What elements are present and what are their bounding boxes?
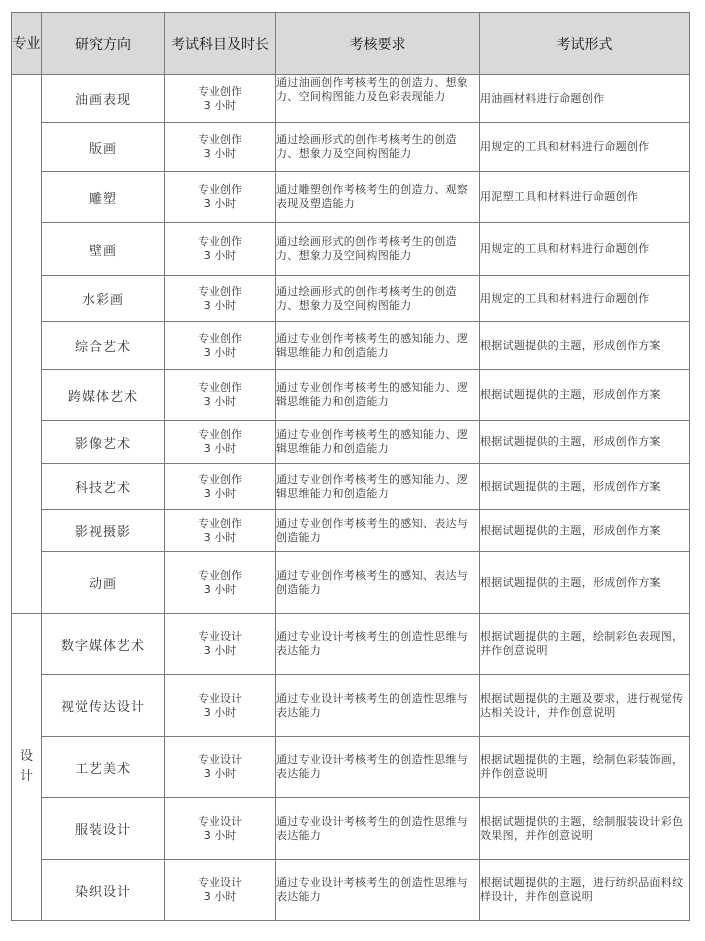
subject-duration: 3 小时 bbox=[203, 890, 237, 903]
subject-name: 专业创作 bbox=[198, 235, 242, 248]
subject-cell bbox=[165, 737, 276, 798]
requirement-cell: 通过专业设计考核考生的创造性思维与表达能力 bbox=[276, 675, 480, 737]
table-row bbox=[12, 75, 690, 123]
table-row bbox=[12, 421, 690, 464]
subject-name: 专业设计 bbox=[198, 876, 242, 889]
requirement-cell: 通过绘画形式的创作考核考生的创造力、想象力及空间构图能力 bbox=[276, 123, 480, 172]
subject-name: 专业创作 bbox=[198, 381, 242, 394]
form-cell: 根据试题提供的主题，形成创作方案 bbox=[480, 552, 690, 614]
form-cell: 根据试题提供的主题，进行纺织品面料纹样设计，并作创意说明 bbox=[480, 860, 690, 921]
major-label: 设计 bbox=[19, 749, 33, 784]
subject-duration: 3 小时 bbox=[203, 395, 237, 408]
subject-duration: 3 小时 bbox=[203, 828, 237, 842]
form-cell: 用规定的工具和材料进行命题创作 bbox=[480, 123, 690, 172]
subject-name: 专业创作 bbox=[198, 84, 242, 98]
table-row bbox=[12, 798, 690, 860]
requirement-cell: 通过专业创作考核考生的感知能力、逻辑思维能力和创造能力 bbox=[276, 322, 480, 370]
subject-cell bbox=[165, 123, 276, 172]
requirement-cell: 通过专业设计考核考生的创造性思维与表达能力 bbox=[276, 860, 480, 921]
table-row bbox=[12, 737, 690, 798]
subject-duration: 3 小时 bbox=[203, 582, 237, 596]
form-cell: 根据试题提供的主题及要求，进行视觉传达相关设计，并作创意说明 bbox=[480, 675, 690, 737]
header-subject: 考试科目及时长 bbox=[165, 13, 276, 75]
subject-cell bbox=[165, 421, 276, 464]
form-cell: 根据试题提供的主题，形成创作方案 bbox=[480, 421, 690, 464]
direction-cell: 壁画 bbox=[42, 223, 165, 276]
subject-name: 专业创作 bbox=[198, 472, 242, 486]
subject-duration: 3 小时 bbox=[203, 249, 237, 262]
subject-duration: 3 小时 bbox=[203, 147, 237, 160]
subject-cell bbox=[165, 223, 276, 276]
table-row bbox=[12, 510, 690, 552]
exam-requirements-table bbox=[11, 12, 690, 921]
subject-cell bbox=[165, 370, 276, 421]
form-cell: 根据试题提供的主题，绘制服装设计彩色效果图，并作创意说明 bbox=[480, 798, 690, 860]
form-cell: 根据试题提供的主题，形成创作方案 bbox=[480, 510, 690, 552]
direction-cell: 服装设计 bbox=[42, 798, 165, 860]
table-row bbox=[12, 675, 690, 737]
form-cell: 根据试题提供的主题，形成创作方案 bbox=[480, 464, 690, 510]
subject-cell bbox=[165, 614, 276, 675]
subject-name: 专业创作 bbox=[198, 331, 242, 345]
table-row bbox=[12, 322, 690, 370]
subject-duration: 3 小时 bbox=[203, 705, 237, 719]
direction-cell: 油画表现 bbox=[42, 75, 165, 123]
direction-cell: 水彩画 bbox=[42, 276, 165, 322]
subject-duration: 3 小时 bbox=[203, 345, 237, 359]
direction-cell: 视觉传达设计 bbox=[42, 675, 165, 737]
direction-cell: 跨媒体艺术 bbox=[42, 370, 165, 421]
form-cell: 根据试题提供的主题，绘制色彩装饰画，并作创意说明 bbox=[480, 737, 690, 798]
form-cell: 根据试题提供的主题，绘制彩色表现图，并作创意说明 bbox=[480, 614, 690, 675]
table-row bbox=[12, 223, 690, 276]
table-row bbox=[12, 276, 690, 322]
requirement-cell: 通过专业设计考核考生的创造性思维与表达能力 bbox=[276, 798, 480, 860]
direction-cell: 科技艺术 bbox=[42, 464, 165, 510]
subject-duration: 3 小时 bbox=[203, 486, 237, 500]
table-row bbox=[12, 614, 690, 675]
subject-cell bbox=[165, 552, 276, 614]
subject-name: 专业创作 bbox=[198, 428, 242, 441]
form-cell: 用泥塑工具和材料进行命题创作 bbox=[480, 172, 690, 223]
table-row bbox=[12, 860, 690, 921]
direction-cell: 工艺美术 bbox=[42, 737, 165, 798]
header-major: 专业 bbox=[12, 13, 42, 75]
requirement-cell: 通过油画创作考核考生的创造力、想象力、空间构图能力及色彩表现能力 bbox=[276, 75, 480, 123]
subject-name: 专业创作 bbox=[198, 516, 242, 530]
requirement-cell: 通过雕塑创作考核考生的创造力、观察表现及塑造能力 bbox=[276, 172, 480, 223]
requirement-cell: 通过专业设计考核考生的创造性思维与表达能力 bbox=[276, 737, 480, 798]
form-cell: 根据试题提供的主题，形成创作方案 bbox=[480, 370, 690, 421]
requirement-cell: 通过专业创作考核考生的感知能力、逻辑思维能力和创造能力 bbox=[276, 370, 480, 421]
subject-duration: 3 小时 bbox=[203, 442, 237, 455]
direction-cell: 综合艺术 bbox=[42, 322, 165, 370]
direction-cell: 影像艺术 bbox=[42, 421, 165, 464]
subject-cell bbox=[165, 464, 276, 510]
table-row bbox=[12, 172, 690, 223]
table-row bbox=[12, 370, 690, 421]
major-cell bbox=[12, 75, 42, 614]
direction-cell: 版画 bbox=[42, 123, 165, 172]
form-cell: 用油画材料进行命题创作 bbox=[480, 75, 690, 123]
subject-cell bbox=[165, 675, 276, 737]
subject-cell bbox=[165, 510, 276, 552]
direction-cell: 染织设计 bbox=[42, 860, 165, 921]
subject-name: 专业创作 bbox=[198, 568, 242, 582]
requirement-cell: 通过专业创作考核考生的感知、表达与创造能力 bbox=[276, 510, 480, 552]
subject-name: 专业设计 bbox=[198, 814, 242, 828]
header-form: 考试形式 bbox=[480, 13, 690, 75]
subject-duration: 3 小时 bbox=[203, 197, 237, 210]
table-row bbox=[12, 552, 690, 614]
subject-duration: 3 小时 bbox=[203, 767, 237, 780]
direction-cell: 雕塑 bbox=[42, 172, 165, 223]
subject-cell bbox=[165, 322, 276, 370]
requirement-cell: 通过专业创作考核考生的感知能力、逻辑思维能力和创造能力 bbox=[276, 421, 480, 464]
table-row bbox=[12, 123, 690, 172]
table-header-row bbox=[12, 13, 690, 75]
direction-cell: 数字媒体艺术 bbox=[42, 614, 165, 675]
requirement-cell: 通过专业创作考核考生的感知能力、逻辑思维能力和创造能力 bbox=[276, 464, 480, 510]
subject-name: 专业创作 bbox=[198, 133, 242, 146]
subject-cell bbox=[165, 172, 276, 223]
subject-name: 专业设计 bbox=[198, 753, 242, 766]
requirement-cell: 通过绘画形式的创作考核考生的创造力、想象力及空间构图能力 bbox=[276, 276, 480, 322]
direction-cell: 动画 bbox=[42, 552, 165, 614]
subject-cell bbox=[165, 798, 276, 860]
subject-cell bbox=[165, 860, 276, 921]
subject-duration: 3 小时 bbox=[203, 530, 237, 544]
form-cell: 根据试题提供的主题，形成创作方案 bbox=[480, 322, 690, 370]
subject-name: 专业创作 bbox=[198, 183, 242, 196]
subject-duration: 3 小时 bbox=[203, 98, 237, 112]
requirement-cell: 通过专业设计考核考生的创造性思维与表达能力 bbox=[276, 614, 480, 675]
table-row bbox=[12, 464, 690, 510]
requirement-cell: 通过专业创作考核考生的感知、表达与创造能力 bbox=[276, 552, 480, 614]
major-cell-design bbox=[12, 614, 42, 921]
header-direction: 研究方向 bbox=[42, 13, 165, 75]
subject-cell bbox=[165, 276, 276, 322]
subject-name: 专业设计 bbox=[198, 630, 242, 643]
subject-duration: 3 小时 bbox=[203, 298, 237, 312]
subject-cell bbox=[165, 75, 276, 123]
direction-cell: 影视摄影 bbox=[42, 510, 165, 552]
form-cell: 用规定的工具和材料进行命题创作 bbox=[480, 276, 690, 322]
subject-name: 专业创作 bbox=[198, 284, 242, 298]
header-requirement: 考核要求 bbox=[276, 13, 480, 75]
requirement-cell: 通过绘画形式的创作考核考生的创造力、想象力及空间构图能力 bbox=[276, 223, 480, 276]
form-cell: 用规定的工具和材料进行命题创作 bbox=[480, 223, 690, 276]
subject-name: 专业设计 bbox=[198, 691, 242, 705]
subject-duration: 3 小时 bbox=[203, 644, 237, 657]
